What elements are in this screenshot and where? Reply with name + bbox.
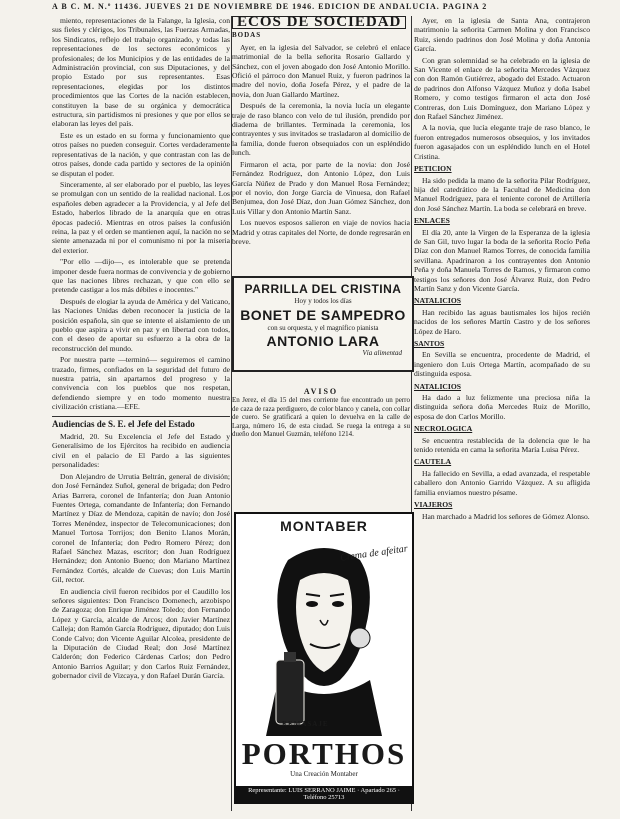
article-paragraph: "Por ello —dijo—, es intolerable que se pretenda imponer desde fuera normas de convivencia y de gobierno que las naciones libres rechazan, y que con ello se pretende castigar a los más débiles e inocentes.": [52, 257, 230, 295]
section-title: ECOS DE SOCIEDAD: [232, 16, 406, 29]
ad-tagline: Crema de afeitar: [339, 543, 409, 564]
section-label: SANTOS: [414, 339, 445, 348]
bottle-label: REMASAJE: [282, 720, 329, 728]
article-paragraph: Han recibido las aguas bautismales los hijos recién nacidos de los señores Martín Castro y de los señores López de Haro.: [414, 307, 590, 336]
ad-pianist: ANTONIO LARA: [266, 333, 380, 349]
article-paragraph: Ha fallecido en Sevilla, a edad avanzada, el respetable caballero don Antonio Garrido Vázquez. A su afligida familia enviamos nuestro pésame.: [414, 468, 590, 497]
ad-distributor-line: Representante: LUIS SERRANO JAIME · Apartado 265 · Teléfono 25713: [236, 786, 412, 802]
article-paragraph: Han marchado a Madrid los señores de Gómez Alonso.: [422, 511, 590, 521]
section-label: NECROLOGICA: [414, 424, 473, 434]
ad-note: Vía alimentad: [362, 349, 402, 357]
article-paragraph: En audiencia civil fueron recibidos por el Caudillo los señores siguientes: Don Francisco Domenech, arzobispo de Zaragoza; don Enrique Jiménez Toledo; don Fernando López y García, alcalde de Arcos; don Javier Martínez Calleja; don Ramón García Rodríguez, diputado; don Luis Conde Calvo; don Vicente Aguilar Alcolea, presidente de la Diputación de Ciudad Real; don José Martínez Calderón; don Federico Cárdenas Carlos; don Pedro Antonio Barrios Aguilar; y don Carlos Ruiz Fernández, gobernador civil de Vizcaya, y don Rafael Durán García.: [52, 586, 230, 681]
article-paragraph: Sinceramente, al ser elaborado por el pueblo, las leyes se promulgan con un sentido de la realidad nacional. Los españoles deben agradecer a la Providencia, y al Jefe del Estado, haberlos librado de la anarquía que en otras épocas padeció. Mientras en otros países la confusión reina, la paz y el orden se mantienen aquí, la nación no se siente amenazada ni por el comunismo ni por la miseria del exterior.: [52, 179, 230, 255]
section-label: NATALICIOS: [414, 381, 461, 391]
article-paragraph: Firmaron el acta, por parte de la novia: don José Fernández Rodríguez, don Antonio López, don Luis García Núñez de Prado y don Manuel Rosa Fernández; por el novio, don Jorge García de Vinuesa, don Rafael Benjumea, don José Díaz, don Juan Gómez Sánchez, don Luis Villar y don Antonio Martín Sanz.: [232, 159, 410, 216]
section-label: ENLACES: [414, 216, 450, 226]
montaber-advertisement: [234, 512, 414, 804]
section-label: NATALICIOS: [414, 296, 461, 306]
aviso-text: En Jerez, el día 15 del mes corriente fue encontrado un perro de caza de raza perdiguero, de color blanco y canela, con collar de cuero. Se gratificará a quien lo devuelva en la calle de Larga, número 16, de esta ciudad. Se ruega la entrega a su dueño don Manuel Guzmán, teléfono 1214.: [232, 396, 410, 439]
ad-product-name: PORTHOS: [241, 736, 407, 771]
section-label: CAUTELA: [414, 457, 452, 467]
article-paragraph: Don Alejandro de Urrutia Beltrán, general de división; don José Fernández Suñol, general de brigada; don Pedro Arias Barrera, coronel de Infantería; don Juan Antonio Fuentes Ortega, comandante de Infantería; don Fernando Martínez y Díaz de Mendoza, capitán de navío; don José Torres Menéndez, inspector de Telecomunicaciones; don Manuel Tortosa Torrijos; don Benito Llanos Morán, coronel de Infantería; don Pedro Romero Pérez; don Rafael Sánchez Mazas, escritor; don Juan Rodríguez Hernández; don Antonio Bueno; don Mariano Martínez Fernández Cortés, alcalde de Cuevas; don Luis Martín Gil, rector.: [52, 471, 230, 585]
article-paragraph: A la novia, que lucía elegante traje de raso blanco, le fueron entregados numerosos obsequios, y los invitados fueron agasajados con un espléndido lunch en el Hotel Cristina.: [414, 123, 590, 161]
section-subtitle: BODAS: [232, 31, 262, 40]
ad-orchestra: BONET DE SAMPEDRO: [240, 307, 406, 323]
article-paragraph: Después de la ceremonia, la novia lucía un elegante traje de raso blanco con velo de tul ilusión, prendido por diadema de brillantes. Terminada la ceremonia, los contrayentes y sus invitados se trasladaron al domicilio de la familia, donde fueron obsequiados con un espléndido lunch.: [232, 101, 410, 158]
shaving-man-illustration: [248, 540, 400, 736]
article-paragraph: Después de elogiar la ayuda de América y del Vaticano, las Naciones Unidas deben reconocer la justicia de la posición española, sin que se intente el aislamiento de un pueblo que aspira a vivir en paz y en libertad con todos, con el deseo de aportar su esfuerzo a la obra de la reconstrucción del mundo.: [52, 296, 230, 353]
aviso-notice: [232, 388, 410, 438]
article-paragraph: Ha sido pedida la mano de la señorita Pilar Rodríguez, hija del catedrático de la Facultad de Medicina don Manuel Rodríguez, para el teniente coronel de Artillería don José Sánchez Martín. La boda se celebrará en breve.: [414, 175, 590, 213]
aviso-title: AVISO: [303, 387, 339, 396]
article-paragraph: Este es un estado en su forma y funcionamiento que otros países no pueden conseguir. Cortes verdaderamente representativas de la nación, y que contrastan con las de otros países, donde cada partido y sectores de la opinión se disputan el poder.: [52, 130, 230, 178]
article-paragraph: Por nuestra parte —terminó— seguiremos el camino trazado, firmes, confiados en la seguridad del futuro de nuestra patria, sin apartarnos del progreso y la convivencia con los pueblos que nos respetan, defendiendo siempre y en todo momento nuestra civilización cristiana.—EFE.: [52, 355, 230, 412]
article-paragraph: Con gran solemnidad se ha celebrado en la iglesia de San Vicente el enlace de la señorita Mercedes Vázquez con don Ramón Gutiérrez, abogado del Estado. Actuaron de padrinos don Alfonso Vázquez Muñoz y doña Isabel Romero, y como testigos firmaron el acta don José Contreras, don Luis Domínguez, don Mariano López y don Rafael Sánchez Jiménez.: [414, 55, 590, 122]
article-paragraph: Madrid, 20. Su Excelencia el Jefe del Estado y Generalísimo de los Ejércitos ha recibido en audiencia civil en el palacio de El Pardo a las siguientes personalidades:: [52, 432, 230, 470]
article-column-1: [52, 16, 230, 811]
article-paragraph: Los nuevos esposos salieron en viaje de novios hacia Madrid y otras capitales del Norte, de donde regresarán en breve.: [232, 218, 410, 246]
society-column: [232, 16, 410, 276]
article-paragraph: Se encuentra restablecida de la dolencia que le ha tenido retenida en cama la señorita María Luisa Pérez.: [414, 435, 590, 455]
section-label: PETICION: [414, 164, 452, 174]
audiencias-headline: Audiencias de S. E. el Jefe del Estado: [52, 416, 230, 429]
ad-brand: MONTABER: [280, 518, 368, 534]
ad-title: PARRILLA DEL CRISTINA: [244, 282, 402, 296]
ad-creation-line: Una Creación Montaber: [290, 770, 358, 778]
section-label: VIAJEROS: [414, 500, 453, 510]
article-paragraph: miento, representaciones de la Falange, la Iglesia, con sus fieles y clérigos, los Tribunales, las Fuerzas Armadas, los Sindicatos, reflejo del trabajo organizado, y todas las representaciones de los sectores económicos y profesionales; de los Municipios y de las entidades de la Administración provincial, con sus Diputaciones, y del propio Estado por sus representantes. Esas representaciones, elegidas por los distintos procedimientos que las Cortes de la nación establecen, constituyen la base de su orgánica y democrática estructura, sin partidismos ni presiones y que por ellos se elaboran las leyes del país.: [52, 16, 230, 129]
ad-subtitle: Hoy y todos los días: [294, 297, 352, 305]
article-column-3: [414, 16, 590, 811]
article-paragraph: Ha dado a luz felizmente una preciosa niña la distinguida señora doña Mercedes Ruiz de Morillo, esposa de don Carlos Morillo.: [414, 393, 590, 421]
article-paragraph: El día 20, ante la Virgen de la Esperanza de la iglesia de San Gil, tuvo lugar la boda de la señorita Rocío Peña Díaz con don Manuel Ramos Torres, de conocida familia sevillana. Apadrinaron a los contrayentes don Antonio Peña y doña Manuela Torres de Ramos, y firmaron como testigos los señores don José Álvarez Ruiz, don Pedro Martín Sanz y don Vicente García.: [414, 227, 590, 293]
article-paragraph: Ayer, en la iglesia del Salvador, se celebró el enlace matrimonial de la bella señorita Rosario Gallardo y Sánchez, con el joven abogado don José Antonio Morillo. Ofició el párroco don Manuel Ruiz, y fueron padrinos la madre del novio, doña Josefa Pérez, y el padre de la novia, don Juan Gallardo Martínez.: [232, 42, 410, 99]
parrilla-advertisement: [232, 276, 414, 372]
page-header: A B C. M. N.º 11436. JUEVES 21 DE NOVIEMBRE DE 1946. EDICION DE ANDALUCIA. PAGINA 2: [52, 2, 488, 11]
article-paragraph: Ayer, en la iglesia de Santa Ana, contrajeron matrimonio la señorita Carmen Molina y don Francisco Ruiz, siendo padrinos don José Molina y doña Antonia García.: [414, 16, 590, 54]
ad-subtitle: con su orquesta, y el magnífico pianista: [267, 324, 379, 332]
article-paragraph: En Sevilla se encuentra, procedente de Madrid, el ingeniero don Luis Ortega Martín, acompañado de su distinguida esposa.: [414, 350, 590, 379]
